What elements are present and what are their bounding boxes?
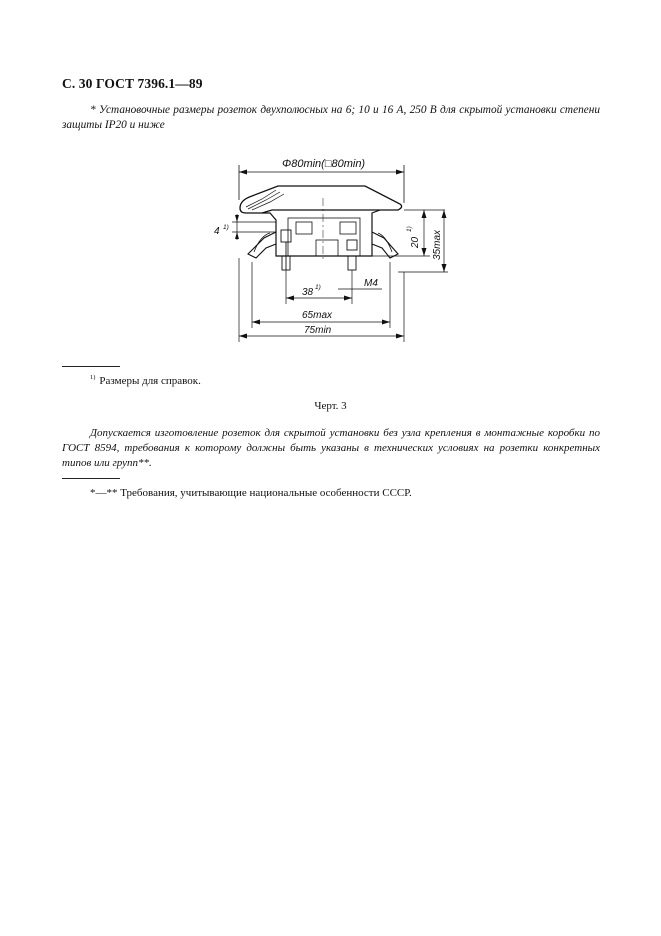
footnote-mark: 1) — [90, 374, 96, 381]
figure-caption: Черт. 3 — [314, 400, 347, 412]
socket-dimension-drawing — [0, 0, 661, 360]
dim-38-sup: 1) — [315, 284, 321, 291]
footnote-divider — [62, 366, 120, 367]
dim-20-sup: 1) — [406, 226, 413, 232]
dim-38-label: 38 — [302, 287, 314, 298]
mounting-paragraph: Допускается изготовление розеток для скрытой установки без узла крепления в монтажные коробки по ГОСТ 8594, требования к которому должны быть указаны в технических условиях на розетки конкретных типов или групп**. — [62, 427, 600, 469]
dim-75-label: 75min — [304, 325, 332, 336]
dim-20-label: 20 — [410, 236, 421, 248]
dim-top-label: Φ80min(□80min) — [282, 158, 366, 170]
page-header: С. 30 ГОСТ 7396.1—89 — [62, 76, 203, 91]
footnote-text: Размеры для справок. — [99, 375, 201, 387]
dim-4-sup: 1) — [223, 224, 229, 231]
dim-4-label: 4 — [214, 226, 220, 237]
dim-65-label: 65max — [302, 310, 333, 321]
footnote-reference-sizes — [90, 374, 201, 387]
dim-35-label: 35max — [432, 229, 443, 260]
intro-paragraph: * Установочные размеры розеток двухполюсных на 6; 10 и 16 А, 250 В для скрытой установки степени защиты IP20 и ниже — [62, 104, 600, 131]
dim-m4-label: M4 — [364, 278, 378, 289]
footnote2-divider — [62, 478, 120, 479]
footnote-national-requirements: *—** Требования, учитывающие национальные особенности СССР. — [90, 487, 412, 499]
